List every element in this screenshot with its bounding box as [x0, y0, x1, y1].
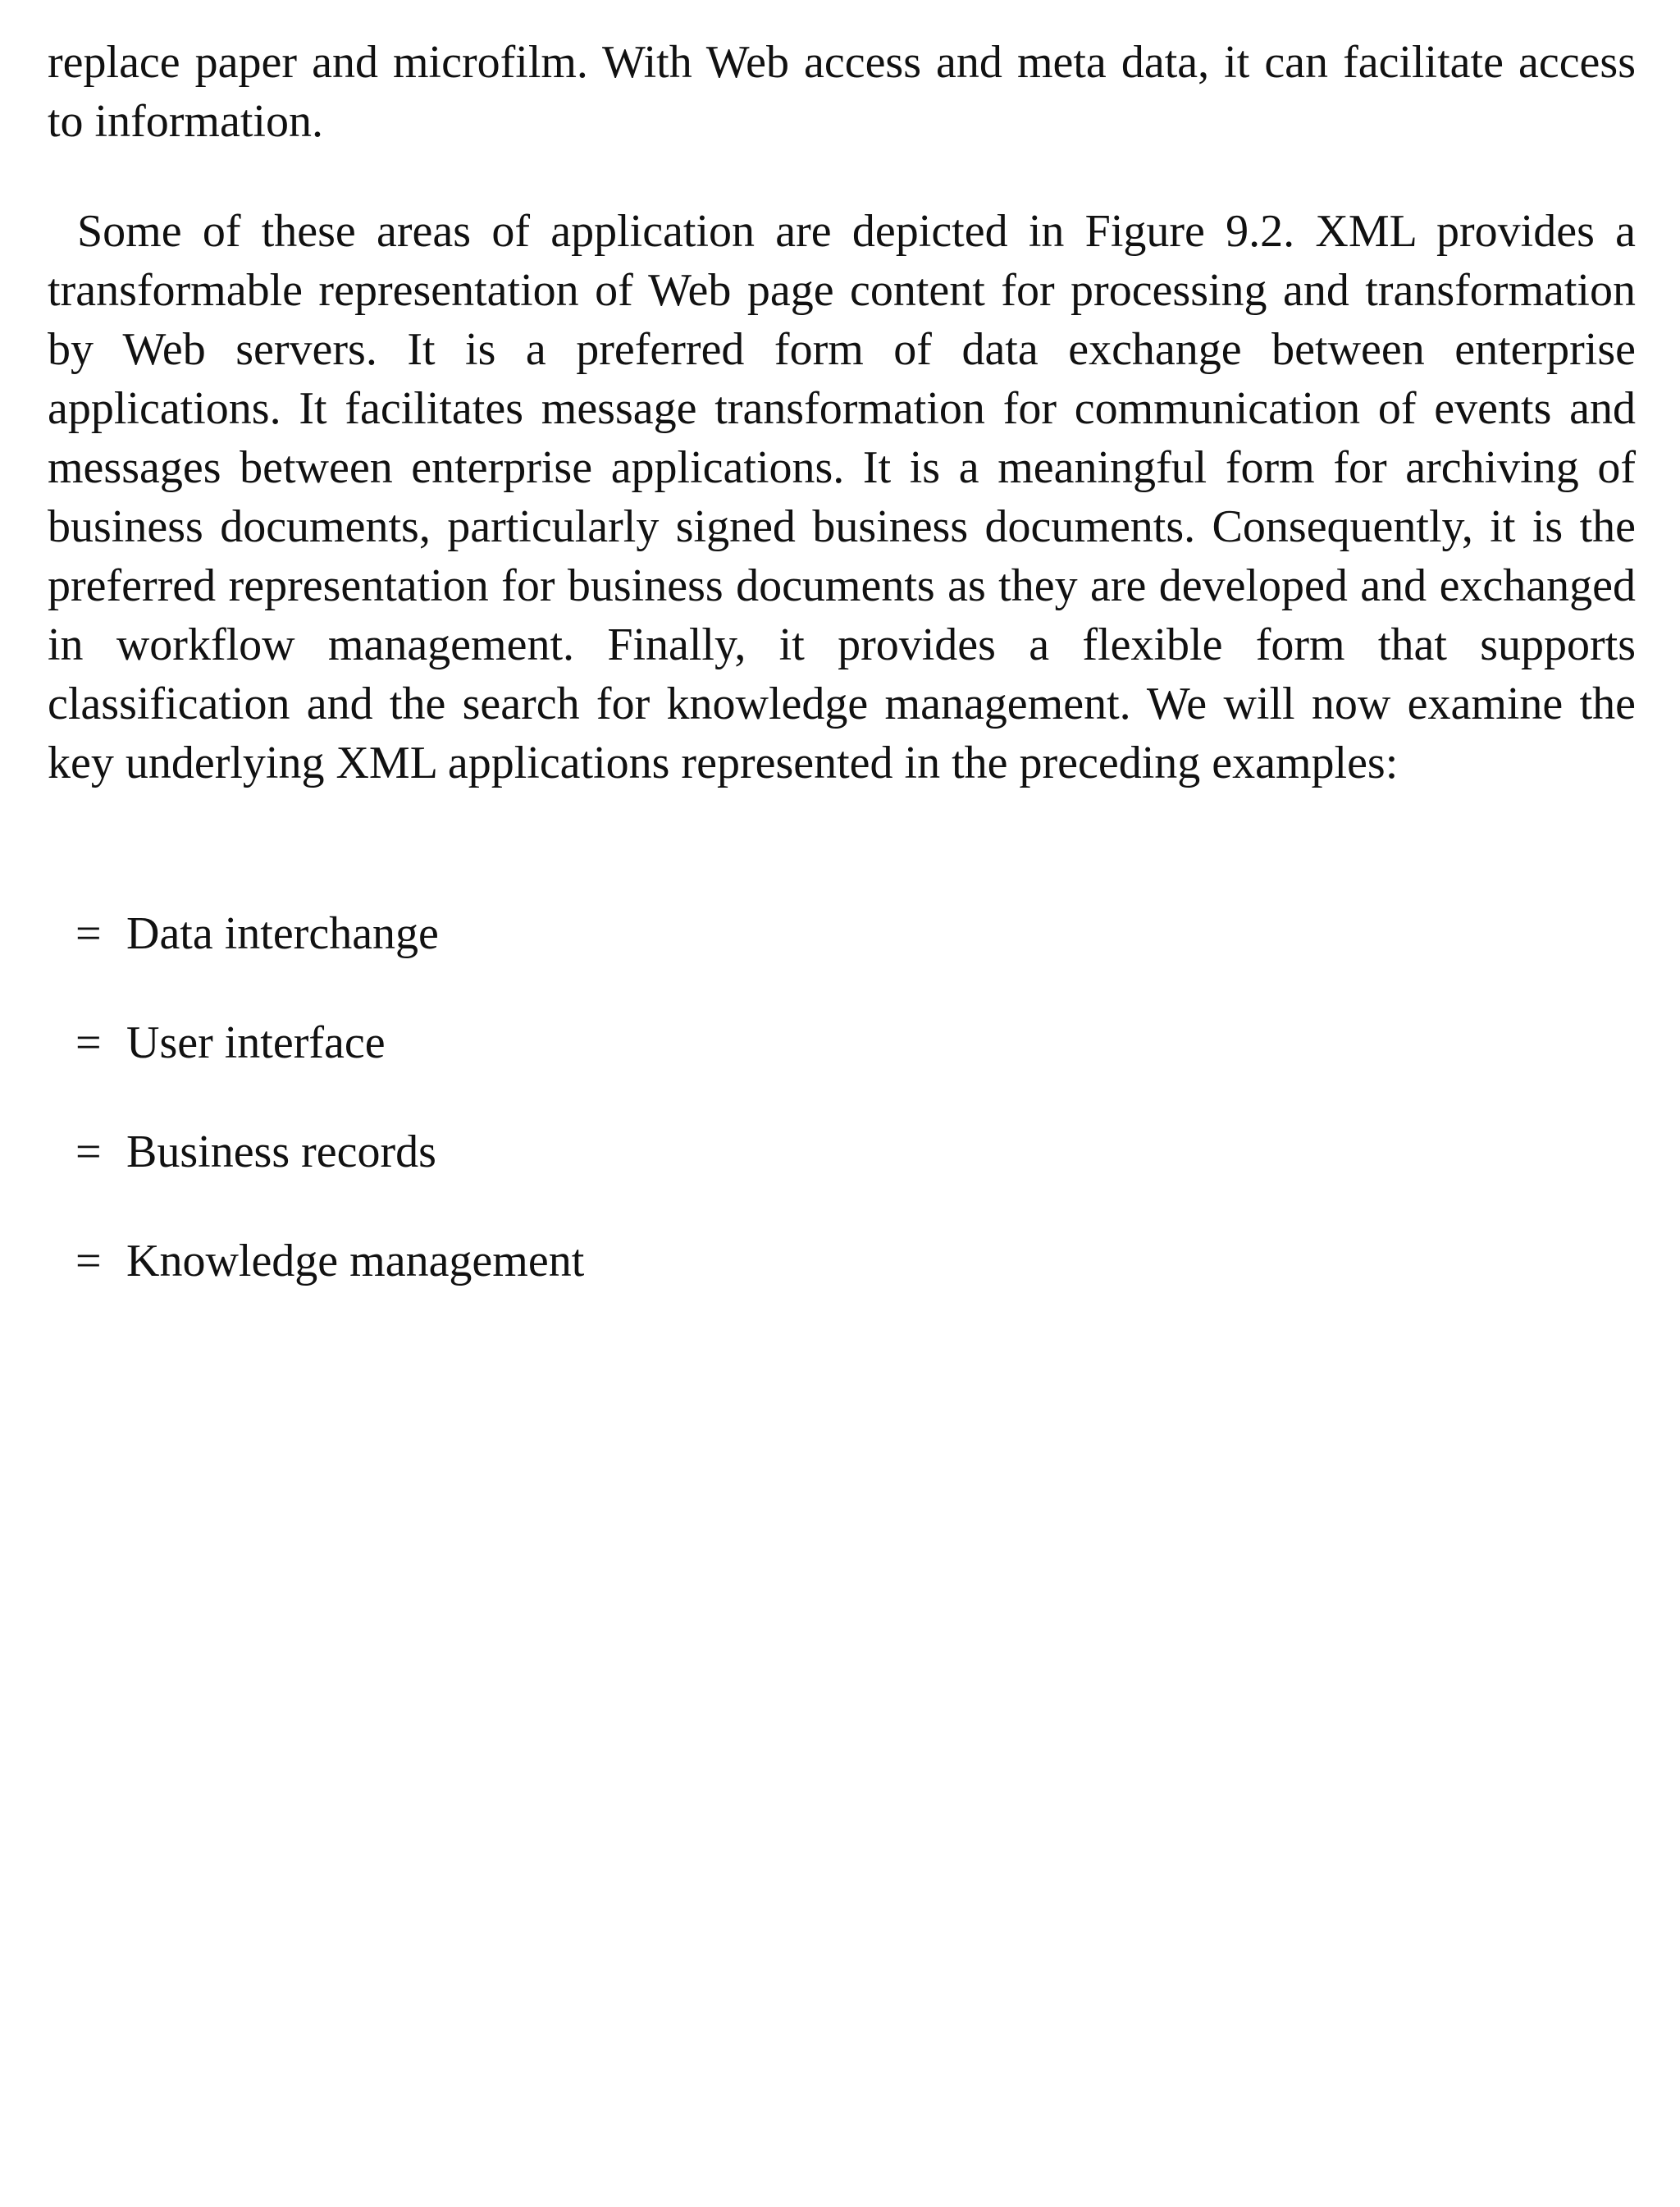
paragraph-xml-applications: Some of these areas of application are depicted in Figure 9.2. XML provides a transformable representation of Web page content for processing and transformation by Web servers. It is a preferred form of data exchange between enterprise applications. It facilitates message transformation for communication of events and messages between enterprise applications. It is a meaningful form for archiving of business documents, particularly signed business documents. Consequently, it is the preferred representation for business documents as they are developed and exchanged in workflow management. Finally, it provides a flexible form that supports classification and the search for knowledge management. We will now examine the key underlying XML applications represented in the preceding examples:: [48, 206, 1636, 788]
list-item-label: User interface: [126, 1017, 386, 1068]
list-item: [75, 904, 584, 963]
list-item: [75, 1122, 584, 1181]
bullet-mark: =: [75, 1126, 102, 1177]
bullet-mark: =: [75, 908, 102, 959]
list-item-label: Data interchange: [126, 908, 439, 959]
application-list: [75, 904, 584, 1341]
list-item: [75, 1231, 584, 1291]
bullet-mark: =: [75, 1236, 102, 1286]
bullet-mark: =: [75, 1017, 102, 1068]
list-item-label: Knowledge management: [126, 1236, 585, 1286]
list-item: [75, 1013, 584, 1072]
paragraph-continuation: replace paper and microfilm. With Web access and meta data, it can facilitate access to information.: [48, 37, 1636, 147]
list-item-label: Business records: [126, 1126, 436, 1177]
